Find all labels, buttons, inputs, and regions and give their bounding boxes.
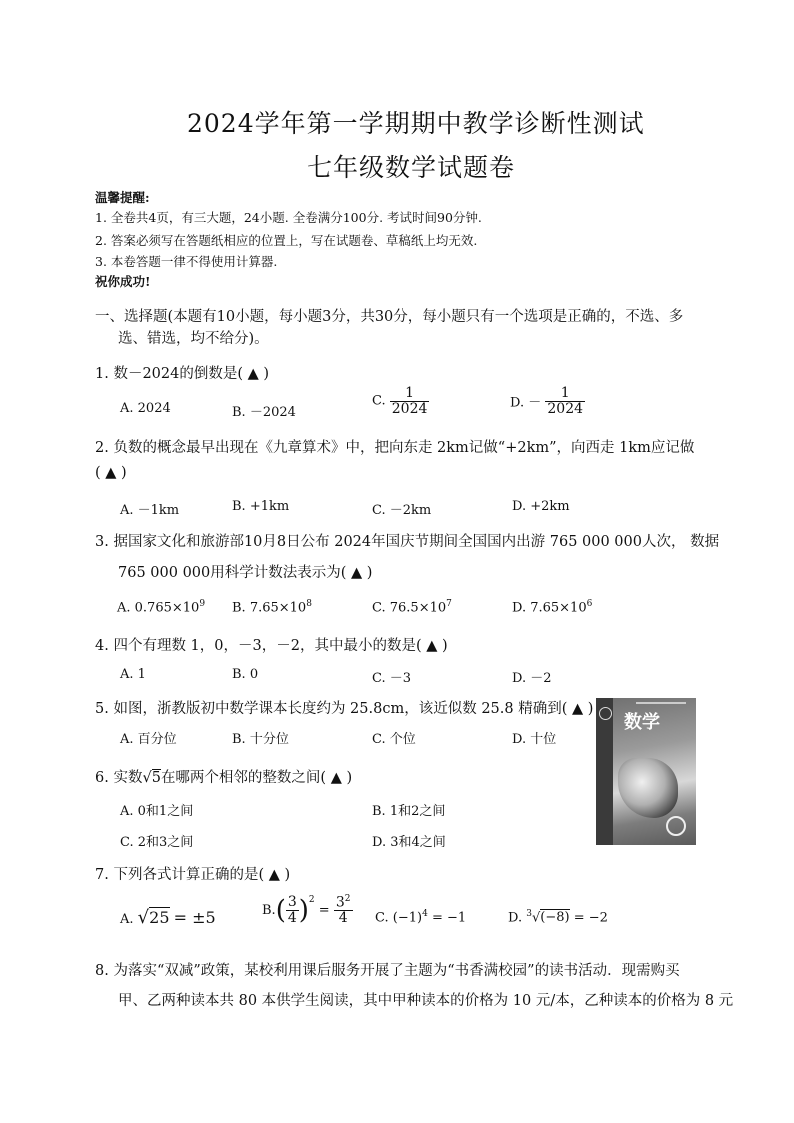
q1-option-a: A. 2024 xyxy=(120,401,171,416)
note-item-2: 2. 答案必须写在答题纸相应的位置上，写在试题卷、草稿纸上均无效. xyxy=(95,233,478,248)
q2-option-a: A. －1km xyxy=(120,503,180,518)
cover-illustration xyxy=(618,758,678,818)
q1-c-label: C. xyxy=(372,393,386,409)
notes-heading: 温馨提醒: xyxy=(95,190,150,205)
q1-d-denominator: 2024 xyxy=(547,400,584,417)
q1-option-b: B. －2024 xyxy=(232,405,296,420)
q7-b-rnum-exp: 2 xyxy=(344,894,351,904)
q3-b-exp: 8 xyxy=(306,599,312,609)
q1-c-denominator: 2024 xyxy=(391,400,428,417)
q1-c-numerator: 1 xyxy=(405,385,415,401)
q4-option-d: D. －2 xyxy=(512,671,552,686)
q3-a-exp: 9 xyxy=(199,599,206,609)
q7-a-label: A. xyxy=(120,912,134,927)
q1-stem: 1. 数－2024的倒数是( ▲ ) xyxy=(95,366,270,382)
q6-stem-pre: 6. 实数 xyxy=(95,770,143,786)
note-item-3: 3. 本卷答题一律不得使用计算器. xyxy=(95,254,278,269)
q7-b-result-denominator: 4 xyxy=(334,910,353,926)
q1-option-c xyxy=(372,386,429,416)
q8-stem: 8. 为落实“双减”政策，某校利用课后服务开展了主题为“书香满校园”的读书活动．现需购买 xyxy=(95,963,680,979)
cover-subtitle-bar xyxy=(636,702,686,704)
q3-c-base: C. 76.5×10 xyxy=(372,600,447,616)
q7-b-exponent: 2 xyxy=(308,895,315,905)
q6-stem xyxy=(95,766,352,787)
q7-option-b xyxy=(262,895,353,926)
q3-stem-cont: 765 000 000用科学计数法表示为( ▲ ) xyxy=(118,565,373,581)
q1-option-d xyxy=(510,386,585,416)
q1-c-fraction xyxy=(390,386,430,416)
q5-stem: 5. 如图，浙教版初中数学课本长度约为 25.8cm，该近似数 25.8 精确到( ▲ ) xyxy=(95,701,594,717)
q2-option-d: D. +2km xyxy=(512,499,570,514)
left-paren-icon: ( xyxy=(275,895,286,926)
cover-ring-icon xyxy=(666,816,686,836)
q7-d-radicand: (−8) xyxy=(540,910,570,926)
note-item-1: 1. 全卷共4页，有三大题，24小题. 全卷满分100分. 考试时间90分钟. xyxy=(95,210,482,225)
q7-d-label: D. xyxy=(508,910,527,926)
q7-a-rest: = ±5 xyxy=(173,908,216,927)
q8-stem-cont: 甲、乙两种读本共 80 本供学生阅读，其中甲种读本的价格为 10 元/本，乙种读本的价格为 8 元 xyxy=(118,993,734,1009)
q3-d-exp: 6 xyxy=(586,599,593,609)
q7-b-numerator: 3 xyxy=(287,894,297,911)
cover-title: 数学 xyxy=(624,712,660,733)
section-heading: 一、选择题(本题有10小题，每小题3分，共30分，每小题只有一个选项是正确的，不选、多 xyxy=(95,309,684,325)
q7-b-equals: = xyxy=(318,903,330,919)
q5-option-d: D. 十位 xyxy=(512,732,557,747)
q3-stem: 3. 据国家文化和旅游部10月8日公布 2024年国庆节期间全国国内出游 765 000 000人次， 数据 xyxy=(95,534,720,550)
q7-c-exp: 4 xyxy=(422,909,428,919)
q5-option-b: B. 十分位 xyxy=(232,732,289,747)
section-heading-cont: 选、错选，均不给分)。 xyxy=(118,331,269,347)
cube-root-icon: √ xyxy=(531,910,541,926)
q7-option-c xyxy=(375,909,466,925)
q6-option-b: B. 1和2之间 xyxy=(372,804,446,819)
q7-a-radicand: 25 xyxy=(149,908,170,927)
q7-stem: 7. 下列各式计算正确的是( ▲ ) xyxy=(95,867,291,883)
q3-option-c xyxy=(372,599,452,615)
q7-d-index: 3 xyxy=(526,909,532,919)
q3-option-b xyxy=(232,599,312,615)
q7-b-fraction xyxy=(286,895,299,925)
q2-stem: 2. 负数的概念最早出现在《九章算术》中，把向东走 2km记做“+2km”，向西走 1km应记做 xyxy=(95,440,695,456)
notes-wish: 祝你成功! xyxy=(95,274,151,289)
page-title: 2024学年第一学期期中教学诊断性测试 xyxy=(187,109,645,138)
q6-option-c: C. 2和3之间 xyxy=(120,835,194,850)
q5-option-c: C. 个位 xyxy=(372,732,416,747)
q2-option-b: B. +1km xyxy=(232,499,290,514)
q2-stem-cont: ( ▲ ) xyxy=(95,465,127,481)
q7-c-rest: = −1 xyxy=(431,910,467,926)
q5-option-a: A. 百分位 xyxy=(120,732,177,747)
q7-option-a xyxy=(120,907,216,928)
q7-b-denominator: 4 xyxy=(287,910,297,927)
q6-stem-post: 在哪两个相邻的整数之间( ▲ ) xyxy=(160,770,353,786)
cover-spine-strip xyxy=(596,698,613,845)
sqrt-icon: √ xyxy=(142,770,152,786)
q3-c-exp: 7 xyxy=(446,599,452,609)
q1-d-fraction xyxy=(545,386,585,416)
q7-b-label: B. xyxy=(262,903,276,919)
q7-b-rnum: 3 xyxy=(335,894,345,911)
q6-option-d: D. 3和4之间 xyxy=(372,835,446,850)
q3-b-base: B. 7.65×10 xyxy=(232,600,307,616)
q3-option-d xyxy=(512,599,592,615)
q6-option-a: A. 0和1之间 xyxy=(120,804,194,819)
q7-b-result-fraction xyxy=(334,895,353,926)
sqrt-icon: √ xyxy=(137,907,150,928)
q4-option-a: A. 1 xyxy=(120,667,146,682)
q7-b-result-numerator xyxy=(334,895,353,910)
q7-c-base: C. (−1) xyxy=(375,910,423,926)
q3-a-base: A. 0.765×10 xyxy=(117,600,200,616)
q4-stem: 4. 四个有理数 1，0，－3，－2，其中最小的数是( ▲ ) xyxy=(95,638,448,654)
q6-radicand: 5 xyxy=(151,770,161,786)
q4-option-c: C. －3 xyxy=(372,671,412,686)
q2-option-c: C. －2km xyxy=(372,503,432,518)
q7-d-rest: = −2 xyxy=(573,910,608,926)
page-subtitle: 七年级数学试题卷 xyxy=(307,153,516,182)
q3-d-base: D. 7.65×10 xyxy=(512,600,587,616)
q1-d-label: D. － xyxy=(510,395,542,411)
q4-option-b: B. 0 xyxy=(232,667,259,682)
q1-d-numerator: 1 xyxy=(560,385,570,401)
publisher-logo-icon xyxy=(599,707,612,720)
textbook-cover-image xyxy=(596,698,696,845)
q3-option-a xyxy=(117,599,205,615)
q7-option-d xyxy=(508,909,608,925)
right-paren-icon: ) xyxy=(298,895,309,926)
